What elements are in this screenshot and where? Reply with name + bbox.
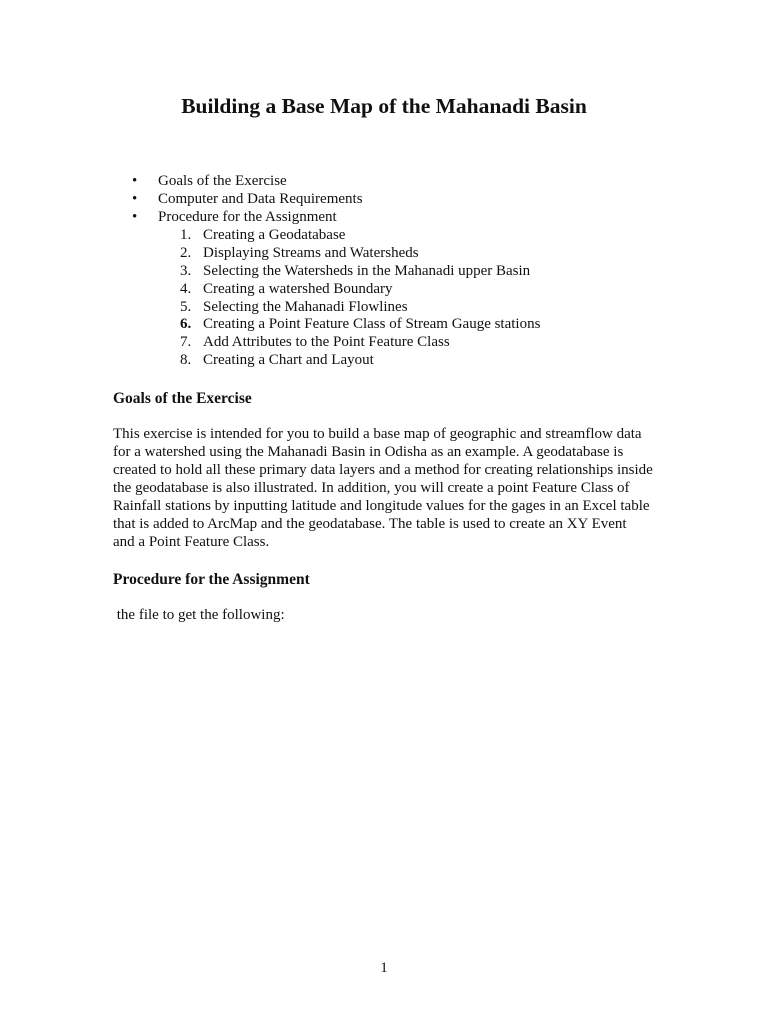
toc-step-text: Selecting the Watersheds in the Mahanadi upper Basin — [203, 262, 531, 279]
table-of-contents — [132, 172, 692, 369]
toc-bullet-item — [132, 172, 692, 190]
bullet-icon: • — [132, 173, 138, 189]
toc-step-number: 2. — [180, 244, 192, 261]
procedure-text: the file to get the following: — [113, 607, 285, 623]
toc-step-text: Displaying Streams and Watersheds — [203, 244, 419, 261]
toc-step-number: 3. — [180, 262, 192, 279]
toc-step-item — [132, 244, 692, 262]
paragraph-line: and a Point Feature Class. — [113, 534, 270, 550]
paragraph-line: that is added to ArcMap and the geodatabase. The table is used to create an XY Event — [113, 516, 627, 532]
toc-step-item — [132, 298, 692, 316]
goals-paragraph — [113, 425, 653, 551]
bullet-icon: • — [132, 191, 138, 207]
toc-step-item — [132, 333, 692, 351]
page-number: 1 — [380, 960, 388, 976]
toc-step-text: Creating a Chart and Layout — [203, 352, 374, 369]
toc-step-number: 5. — [180, 298, 192, 315]
toc-step-number: 6. — [180, 316, 192, 333]
toc-step-text: Creating a Point Feature Class of Stream Gauge stations — [203, 316, 541, 333]
toc-step-text: Selecting the Mahanadi Flowlines — [203, 298, 408, 315]
toc-bullet-item — [132, 208, 692, 226]
paragraph-line: for a watershed using the Mahanadi Basin in Odisha as an example. A geodatabase is — [113, 444, 624, 460]
toc-step-text: Creating a Geodatabase — [203, 227, 346, 243]
toc-step-item — [132, 262, 692, 280]
paragraph-line: created to hold all these primary data layers and a method for creating relationships inside — [113, 462, 653, 478]
toc-step-item — [132, 351, 692, 369]
toc-step-item — [132, 280, 692, 298]
paragraph-line: Rainfall stations by inputting latitude and longitude values for the gages in an Excel table — [113, 498, 650, 514]
toc-step-item — [132, 315, 692, 333]
paragraph-line: This exercise is intended for you to build a base map of geographic and streamflow data — [113, 426, 642, 442]
procedure-heading: Procedure for the Assignment — [113, 571, 310, 588]
toc-step-item — [132, 226, 692, 244]
toc-step-number: 1. — [180, 227, 192, 243]
toc-step-number: 4. — [180, 280, 192, 297]
toc-bullet-text: Computer and Data Requirements — [158, 191, 363, 207]
toc-step-number: 7. — [180, 334, 192, 351]
toc-bullet-text: Procedure for the Assignment — [158, 209, 337, 225]
toc-bullet-item — [132, 190, 692, 208]
toc-step-text: Add Attributes to the Point Feature Class — [203, 334, 450, 351]
bullet-icon: • — [132, 209, 138, 225]
toc-bullet-text: Goals of the Exercise — [158, 173, 287, 189]
document-title: Building a Base Map of the Mahanadi Basin — [181, 94, 587, 118]
toc-step-number: 8. — [180, 352, 192, 369]
paragraph-line: the geodatabase is also illustrated. In addition, you will create a point Feature Class of — [113, 480, 630, 496]
toc-step-text: Creating a watershed Boundary — [203, 280, 393, 297]
goals-heading: Goals of the Exercise — [113, 390, 252, 407]
